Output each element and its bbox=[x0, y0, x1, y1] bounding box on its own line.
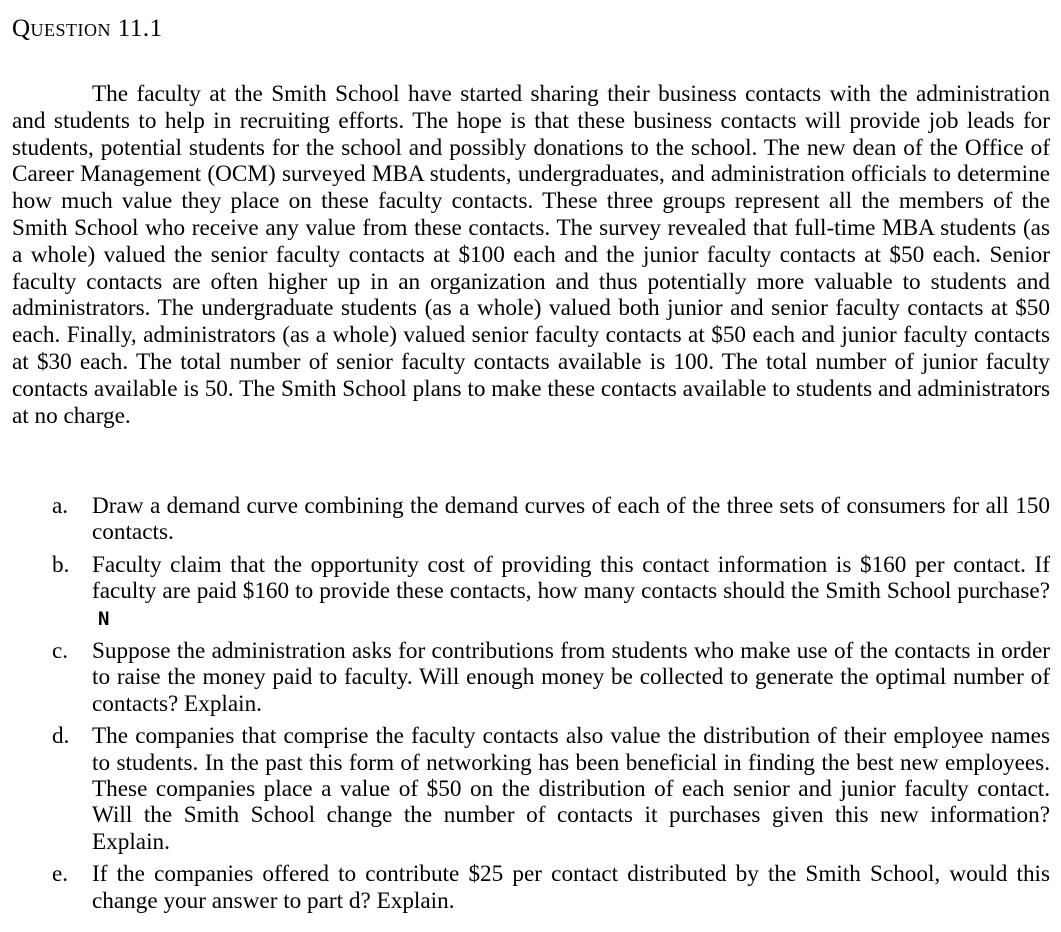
part-letter: b. bbox=[52, 551, 70, 578]
part-text: Suppose the administration asks for contributions from students who make use of the contacts in order to raise the money paid to faculty. Will enough money be collected to generate the optimal number of contacts? Explain. bbox=[92, 638, 1050, 717]
question-parts-list bbox=[12, 493, 1050, 920]
part-d bbox=[12, 723, 1050, 855]
question-paragraph: The faculty at the Smith School have started sharing their business contacts with the administration and students to help in recruiting efforts. The hope is that these business contacts will provide job leads for students, potential students for the school and possibly donations to the school. The new dean of the Office of Career Management (OCM) surveyed MBA students, undergraduates, and administration officials to determine how much value they place on these faculty contacts. These three groups represent all the members of the Smith School who receive any value from these contacts. The survey revealed that full-time MBA students (as a whole) valued the senior faculty contacts at $100 each and the junior faculty contacts at $50 each. Senior faculty contacts are often higher up in an organization and thus potentially more valuable to students and administrators. The undergraduate students (as a whole) valued both junior and senior faculty contacts at $50 each. Finally, administrators (as a whole) valued senior faculty contacts at $50 each and junior faculty contacts at $30 each. The total number of senior faculty contacts available is 100. The total number of junior faculty contacts available is 50. The Smith School plans to make these contacts available to students and administrators at no charge. bbox=[12, 81, 1050, 429]
part-letter: e. bbox=[52, 861, 69, 888]
part-text: The companies that comprise the faculty contacts also value the distribution of their employee names to students. In the past this form of networking has been beneficial in finding the best new employees. These companies place a value of $50 on the distribution of each senior and junior faculty contact. Will the Smith School change the number of contacts it purchases given this new information? Explain. bbox=[92, 723, 1050, 855]
part-letter: d. bbox=[52, 723, 70, 750]
part-text: Draw a demand curve combining the demand curves of each of the three sets of consumers for all 150 contacts. bbox=[92, 493, 1050, 546]
part-e bbox=[12, 861, 1050, 914]
part-text: Faculty claim that the opportunity cost of providing this contact information is $160 per contact. If faculty are paid $160 to provide these contacts, how many contacts should the Smith School purchase? bbox=[92, 551, 1050, 605]
part-c bbox=[12, 638, 1050, 717]
part-letter: a. bbox=[52, 493, 69, 519]
answer-mark: N bbox=[98, 607, 110, 630]
part-letter: c. bbox=[52, 638, 69, 665]
question-title: Question 11.1 bbox=[12, 15, 163, 42]
part-b bbox=[12, 552, 1050, 632]
part-text: If the companies offered to contribute $25 per contact distributed by the Smith School, would this change your answer to part d? Explain. bbox=[92, 861, 1050, 914]
part-a bbox=[12, 493, 1050, 546]
